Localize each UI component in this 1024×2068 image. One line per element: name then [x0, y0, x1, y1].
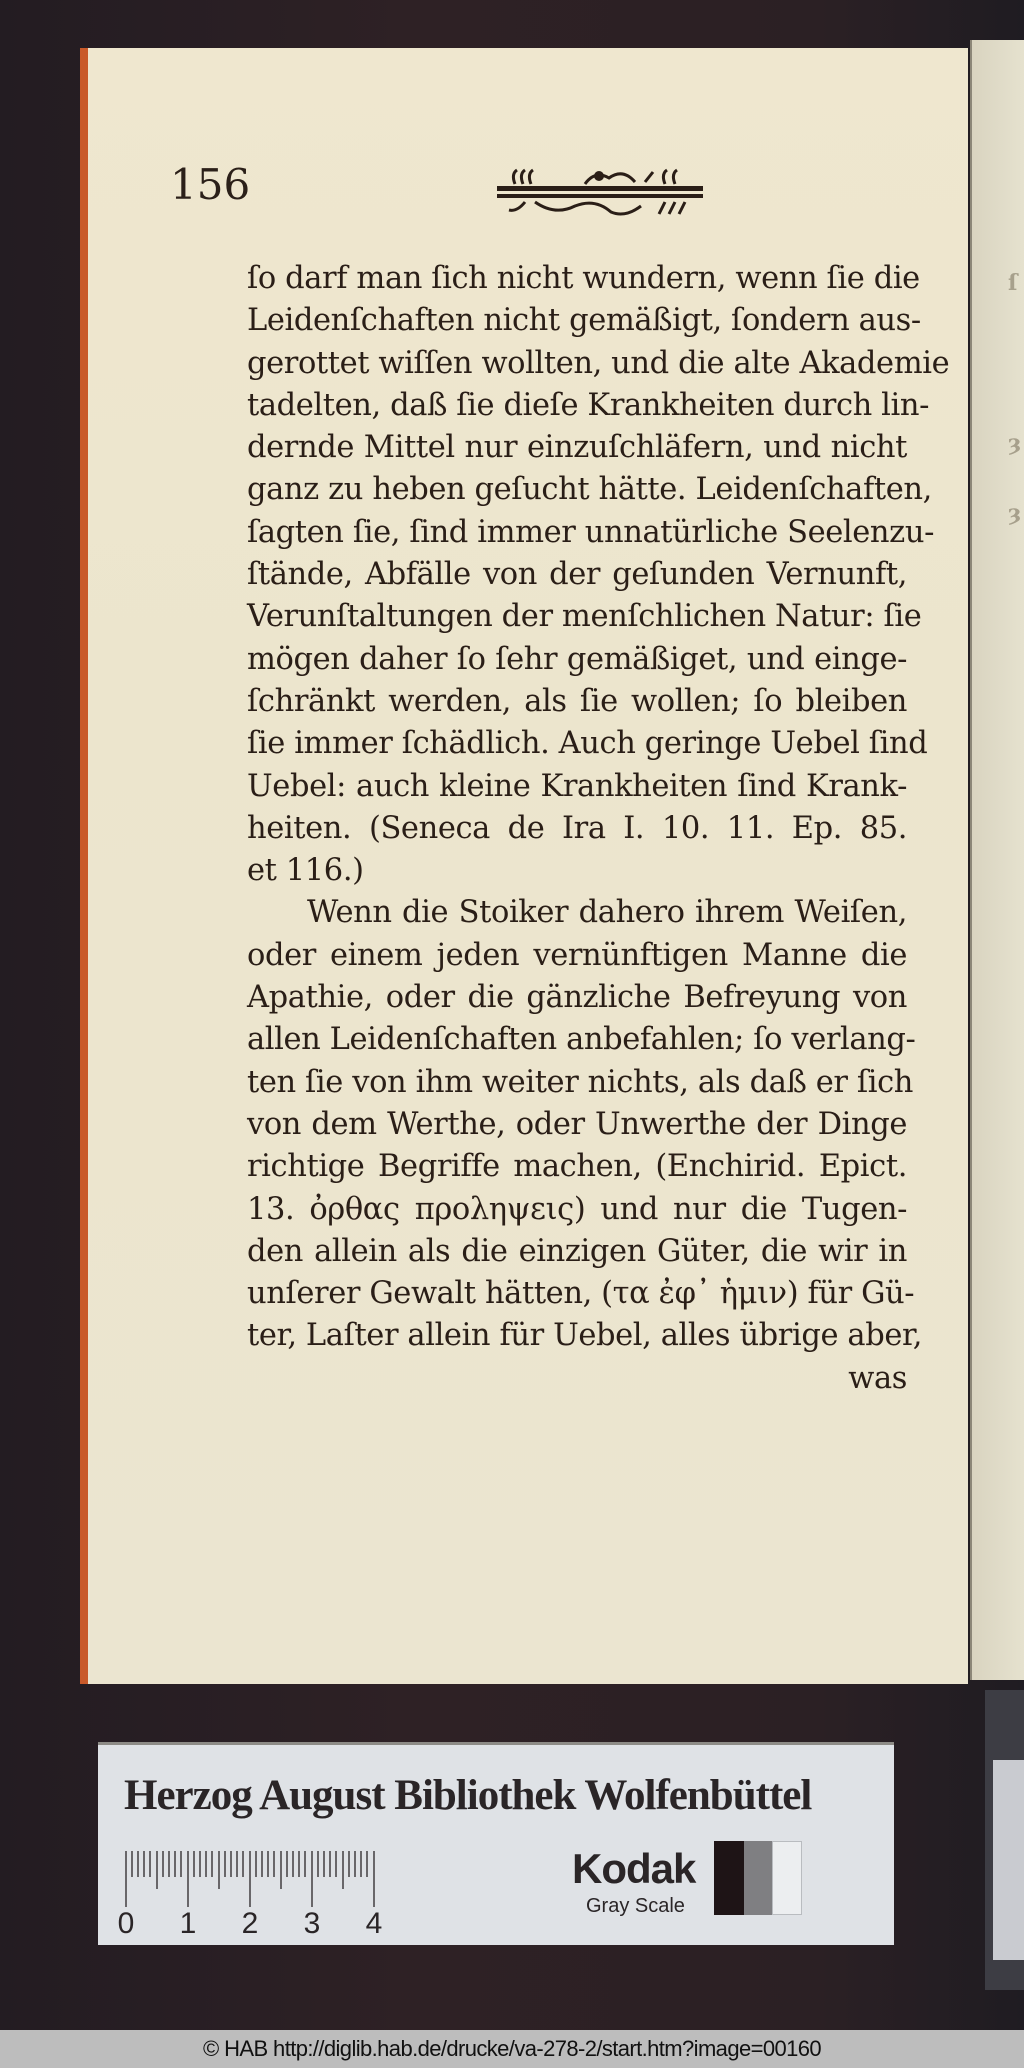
text-line: ſo darf man ſich nicht wundern, wenn ſie die — [247, 261, 920, 296]
text-line: dernde Mittel nur einzuſchläfern, und nicht — [247, 430, 907, 466]
text-line: heiten. (Seneca de Ira I. 10. 11. Ep. 85. — [247, 810, 907, 846]
text-line: mögen daher ſo ſehr gemäßiget, und einge- — [247, 641, 907, 677]
text-line: Leidenſchaften nicht gemäßigt, ſondern aus- — [247, 303, 921, 339]
gray-patch-black — [714, 1841, 744, 1915]
text-line: allen Leidenſchaften anbefahlen; ſo verlang- — [247, 1022, 916, 1058]
text-line: ſtände, Abfälle von der geſunden Vernunft, — [247, 557, 907, 593]
text-line: gerottet wiſſen wollten, und die alte Akademie — [247, 345, 950, 381]
catchword: was — [848, 1360, 907, 1396]
text-line: 13. ὀρθας προληψεις) und nur die Tugen- — [247, 1191, 907, 1227]
text-line: et 116.) — [247, 853, 364, 889]
paragraph-start-line: Wenn die Stoiker dahero ihrem Weiſen, — [307, 895, 907, 931]
text-line: den allein als die einzigen Güter, die wir in — [247, 1233, 907, 1269]
library-name: Herzog August Bibliothek Wolfenbüttel — [124, 1772, 812, 1819]
ruler-label: 2 — [241, 1907, 259, 1940]
bleed-through-mark: ſ — [1008, 270, 1018, 296]
text-line: ter, Laſter allein für Uebel, alles übrige aber, — [247, 1318, 923, 1354]
text-line: ſagten ſie, ſind immer unnatürliche Seelenzu- — [247, 514, 934, 550]
bleed-through-mark: ȝ — [1008, 500, 1022, 526]
adjacent-page-edge — [970, 40, 1024, 1680]
text-line: Apathie, oder die gänzliche Befreyung von — [247, 980, 907, 1016]
ornament-headpiece-icon — [495, 168, 705, 216]
text-line: unſerer Gewalt hätten, (τα ἐφ᾽ ἡμιν) für Gü- — [247, 1276, 915, 1312]
gray-patch-mid — [744, 1841, 772, 1915]
text-line: ten ſie von ihm weiter nichts, als daß er ſich — [247, 1064, 914, 1100]
ruler-label: 4 — [365, 1907, 383, 1940]
text-line: Uebel: auch kleine Krankheiten ſind Krank- — [247, 768, 907, 804]
text-line: ſchränkt werden, als ſie wollen; ſo bleiben — [247, 683, 907, 719]
copyright-footer: © HAB http://diglib.hab.de/drucke/va-278-2/start.htm?image=00160 — [0, 2030, 1024, 2068]
ruler-label: 0 — [117, 1907, 135, 1940]
text-line: oder einem jeden vernünftigen Manne die — [247, 937, 907, 973]
scale-card — [98, 1742, 894, 1945]
text-line: ſie immer ſchädlich. Auch geringe Uebel ſind — [247, 726, 928, 762]
text-line: Verunſtaltungen der menſchlichen Natur: ſie — [247, 599, 922, 635]
text-line: von dem Werthe, oder Unwerthe der Dinge — [247, 1106, 907, 1142]
page-body-text — [247, 258, 950, 1400]
page-number: 156 — [170, 160, 251, 209]
bleed-through-mark: ȝ — [1008, 430, 1022, 456]
gray-scale-label: Gray Scale — [586, 1895, 685, 1917]
text-line: tadelten, daß ſie dieſe Krankheiten durch lin- — [247, 387, 930, 423]
adjacent-card-edge — [985, 1690, 1024, 1990]
kodak-logo: Kodak — [572, 1845, 696, 1892]
ruler-label: 3 — [303, 1907, 321, 1940]
gray-patch-white — [772, 1841, 802, 1915]
ruler-label: 1 — [179, 1907, 197, 1940]
text-line: ganz zu heben geſucht hätte. Leidenſchaften, — [247, 472, 932, 508]
text-line: richtige Begriffe machen, (Enchirid. Epict. — [247, 1149, 907, 1185]
